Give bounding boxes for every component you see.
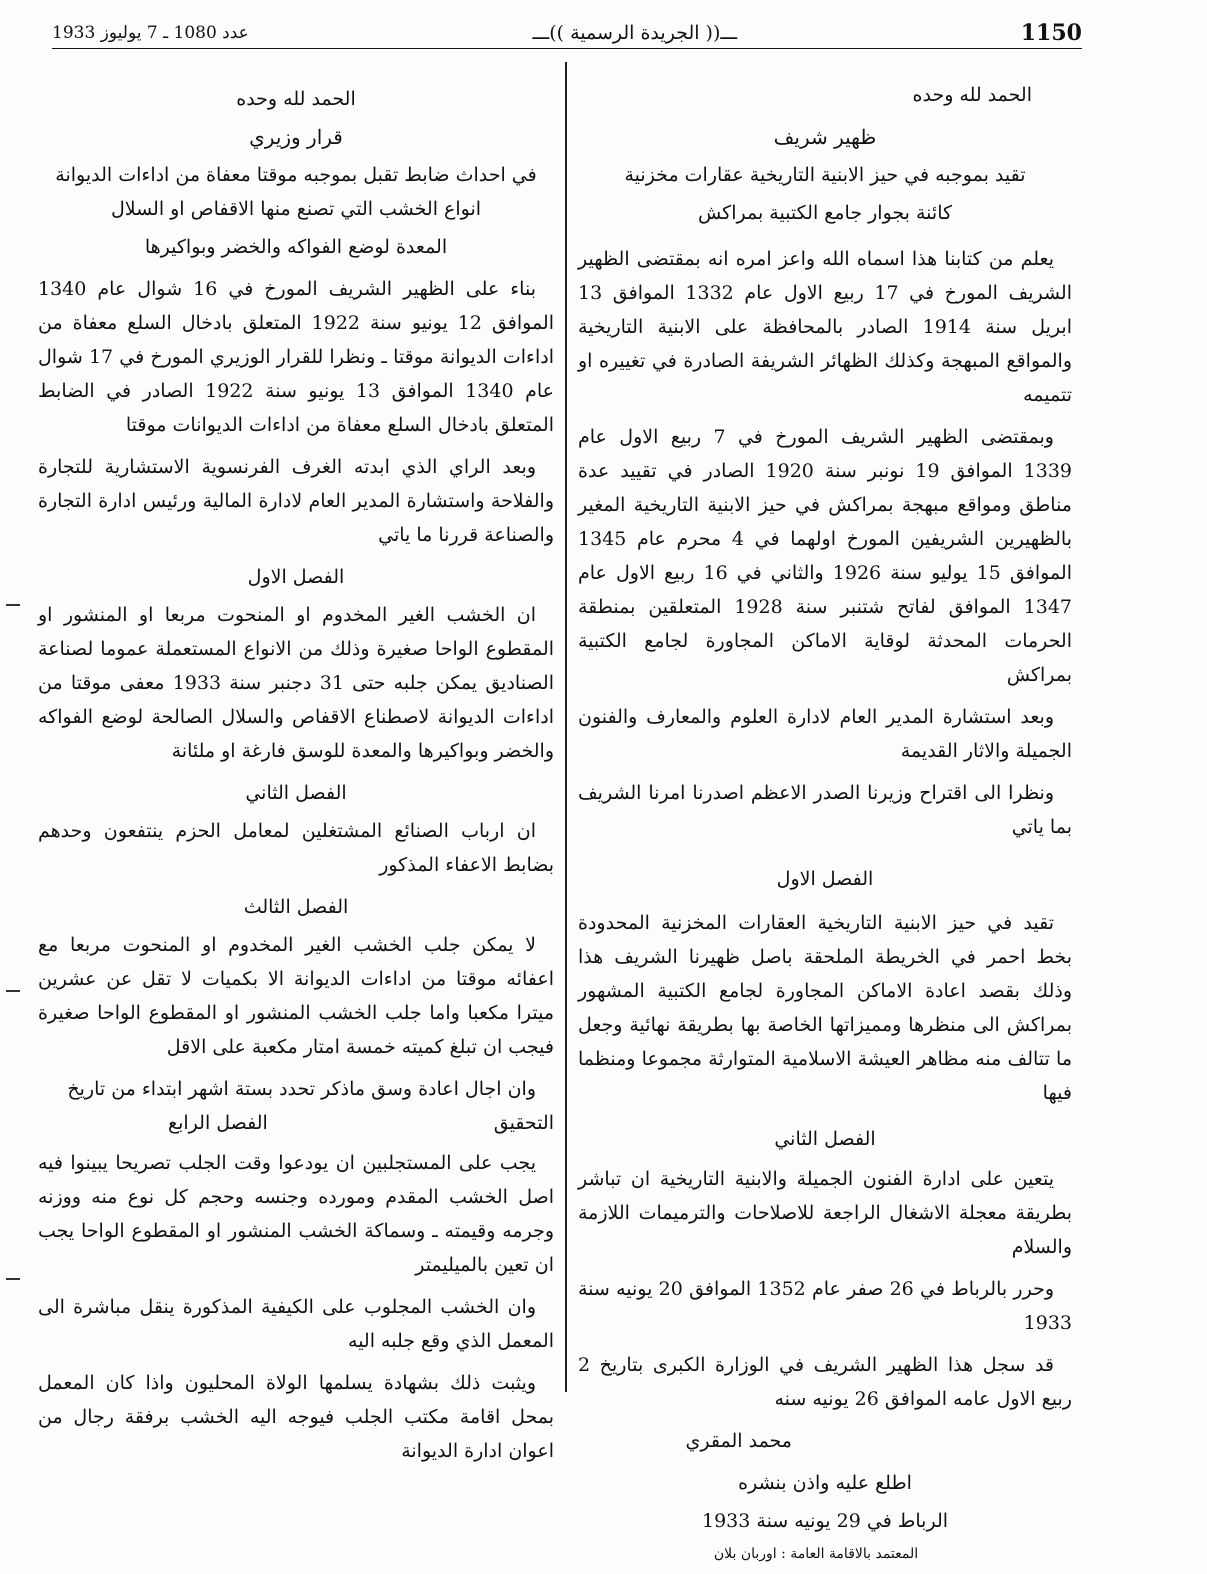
paragraph: اطلع عليه واذن بنشره [738, 1472, 912, 1494]
journal-title: ـــ(( الجريدة الرسمية ))ـــ [532, 22, 738, 44]
paragraph: يعلم من كتابنا هذا اسماه الله واعز امره انه بمقتضى الظهير الشريف المورخ في 17 ربيع الاول عام 1332 الموافق 13 ابريل سنة 1914 الصادر بالمحافظة على الابنية التاريخية والمواقع المبهجة وكذلك الظهائر الشريفة الصادرة في تغييره او تتميمه [578, 248, 1073, 406]
paragraph: يجب على المستجلبين ان يودعوا وقت الجلب تصريحا يبينوا فيه اصل الخشب المقدم ومورده وجنسه وحجم كل نوع منه ووزنه وجرمه وقيمته ـ وسماكة الخشب المنشور او المقطوع الواحا يجب ان تعين بالميليمتر [38, 1152, 554, 1276]
column-divider [565, 62, 567, 1392]
paragraph: قد سجل هذا الظهير الشريف في الوزارة الكبرى بتاريخ 2 ربيع الاول عامه الموافق 26 يونيه سنه [578, 1354, 1072, 1410]
dahir-title: ظهير شريف [773, 125, 877, 149]
section-heading: الفصل الثاني [245, 782, 347, 804]
left-column [38, 78, 554, 1476]
paragraph: وبعد الراي الذي ابدته الغرف الفرنسوية الاستشارية للتجارة والفلاحة واستشارة المدير العام لادارة المالية ورئيس ادارة التجارة والصناعة قررنا ما ياتي [38, 456, 554, 546]
continuation-row [38, 1106, 554, 1140]
opening-line: الحمد لله وحده [912, 84, 1032, 106]
decree-subtitle: في احداث ضابط تقبل بموجبه موقتا معفاة من اداءات الديوانة [55, 164, 537, 186]
paragraph: وبمقتضى الظهير الشريف المورخ في 7 ربيع الاول عام 1339 الموافق 19 نونبر سنة 1920 الصادر في تقييد عدة مناطق ومواقع مبهجة بمراكش في حيز الابنية التاريخية المغير بالظهيرين الشريفين المورخ اولهما في 4 محرم عام 1345 الموافق 15 يوليو سنة 1926 والثاني في 16 ربيع الاول عام 1347 الموافق لفاتح شتنبر سنة 1928 المتعلقين بمنطقة الحرمات المحدثة لوقاية الاماكن المجاورة لجامع الكتبية بمراكش [578, 426, 1072, 686]
paragraph: وان اجال اعادة وسق ماذكر تحدد بستة اشهر ابتداء من تاريخ [67, 1078, 536, 1100]
paragraph: تقيد في حيز الابنية التاريخية العقارات المخزنية المحدودة بخط احمر في الخريطة الملحقة باصل ظهيرنا الشريف هذا وذلك بقصد اعادة الاماكن المجاورة لجامع الكتبية المشهور بمراكش الى منظرها ومميزاتها الخاصة بها بطريقة نهائية وجعل ما تتالف منه مظاهر العيشة الاسلامية المتوارثة مجموعا ومنظما فيها [578, 912, 1072, 1104]
paragraph: ونظرا الى اقتراح وزيرنا الصدر الاعظم اصدرنا امرنا الشريف بما ياتي [578, 782, 1072, 838]
signature-footer: المعتمد بالاقامة العامة : اوربان بلان [713, 1546, 919, 1562]
paragraph: وبعد استشارة المدير العام لادارة العلوم والمعارف والفنون الجميلة والاثار القديمة [578, 706, 1072, 762]
dahir-subtitle: تقيد بموجبه في حيز الابنية التاريخية عقارات مخزنية [624, 164, 1026, 186]
section-heading: الفصل الاول [247, 566, 345, 588]
dahir-subtitle: كائنة بجوار جامع الكتبية بمراكش [697, 202, 953, 224]
decree-title: قرار وزيري [249, 125, 343, 149]
decree-subtitle: انواع الخشب التي تصنع منها الاقفاص او السلال [110, 198, 482, 220]
section-heading: الفصل الرابع [168, 1112, 268, 1134]
opening-line: الحمد لله وحده [236, 88, 356, 110]
decree-subtitle: المعدة لوضع الفواكه والخضر وبواكيرها [144, 236, 448, 258]
section-heading: الفصل الثاني [774, 1128, 876, 1150]
paragraph: يتعين على ادارة الفنون الجميلة والابنية التاريخية ان تباشر بطريقة معجلة الاشغال الراجعة للاصلاحات والترميمات اللازمة والسلام [578, 1168, 1072, 1258]
right-column [578, 78, 1072, 1574]
margin-mark [6, 990, 20, 992]
paragraph: بناء على الظهير الشريف المورخ في 16 شوال عام 1340 الموافق 12 يونيو سنة 1922 المتعلق بادخال السلع معفاة من اداءات الديوانة موقتا ـ ونظرا للقرار الوزيري المورخ في 17 شوال عام 1340 الموافق 13 يونيو سنة 1922 الصادر في الضابط المتعلق بادخال السلع معفاة من اداءات الديوانات موقتا [38, 278, 555, 436]
margin-mark [6, 1278, 20, 1280]
paragraph: ان الخشب الغير المخدوم او المنحوت مربعا او المنشور او المقطوع الواحا صغيرة وذلك من الانواع المستعملة عموما لصناعة الصناديق يمكن جلبه حتى 31 دجنبر سنة 1933 معفى موقتا من اداءات الديوانة لاصطناع الاقفاص والسلال الصالحة لوضع الفواكه والخضر وبواكيرها والمعدة للوسق فارغة او ملئانة [38, 604, 554, 762]
page-header [52, 18, 1082, 49]
paragraph: وان الخشب المجلوب على الكيفية المذكورة ينقل مباشرة الى المعمل الذي وقع جلبه اليه [38, 1296, 554, 1352]
paragraph: ويثبت ذلك بشهادة يسلمها الولاة المحليون واذا كان المعمل بمحل اقامة مكتب الجلب فيوجه اليه الخشب برفقة رجال من اعوان ادارة الديوانة [38, 1372, 554, 1462]
issue-info: عدد 1080 ـ 7 يوليوز 1933 [52, 23, 249, 43]
paragraph: الرباط في 29 يونيه سنة 1933 [701, 1510, 949, 1532]
margin-mark [6, 604, 20, 606]
signatory: محمد المقري [685, 1430, 792, 1452]
section-heading: الفصل الاول [776, 868, 874, 890]
paragraph: ان ارباب الصنائع المشتغلين لمعامل الحزم ينتفعون وحدهم بضابط الاعفاء المذكور [38, 820, 554, 876]
continuation-word: التحقيق [493, 1112, 554, 1134]
page-number: 1150 [1020, 20, 1082, 46]
section-heading: الفصل الثالث [243, 896, 349, 918]
paragraph: وحرر بالرباط في 26 صفر عام 1352 الموافق 20 يونيه سنة 1933 [578, 1278, 1072, 1334]
paragraph: لا يمكن جلب الخشب الغير المخدوم او المنحوت مربعا مع اعفائه موقتا من اداءات الديوانة الا بكميات لا تقل عن عشرين ميترا مكعبا واما جلب الخشب المنشور او المقطوع الواحا صغيرة فيجب ان تبلغ كميته خمسة امتار مكعبة على الاقل [38, 934, 554, 1058]
